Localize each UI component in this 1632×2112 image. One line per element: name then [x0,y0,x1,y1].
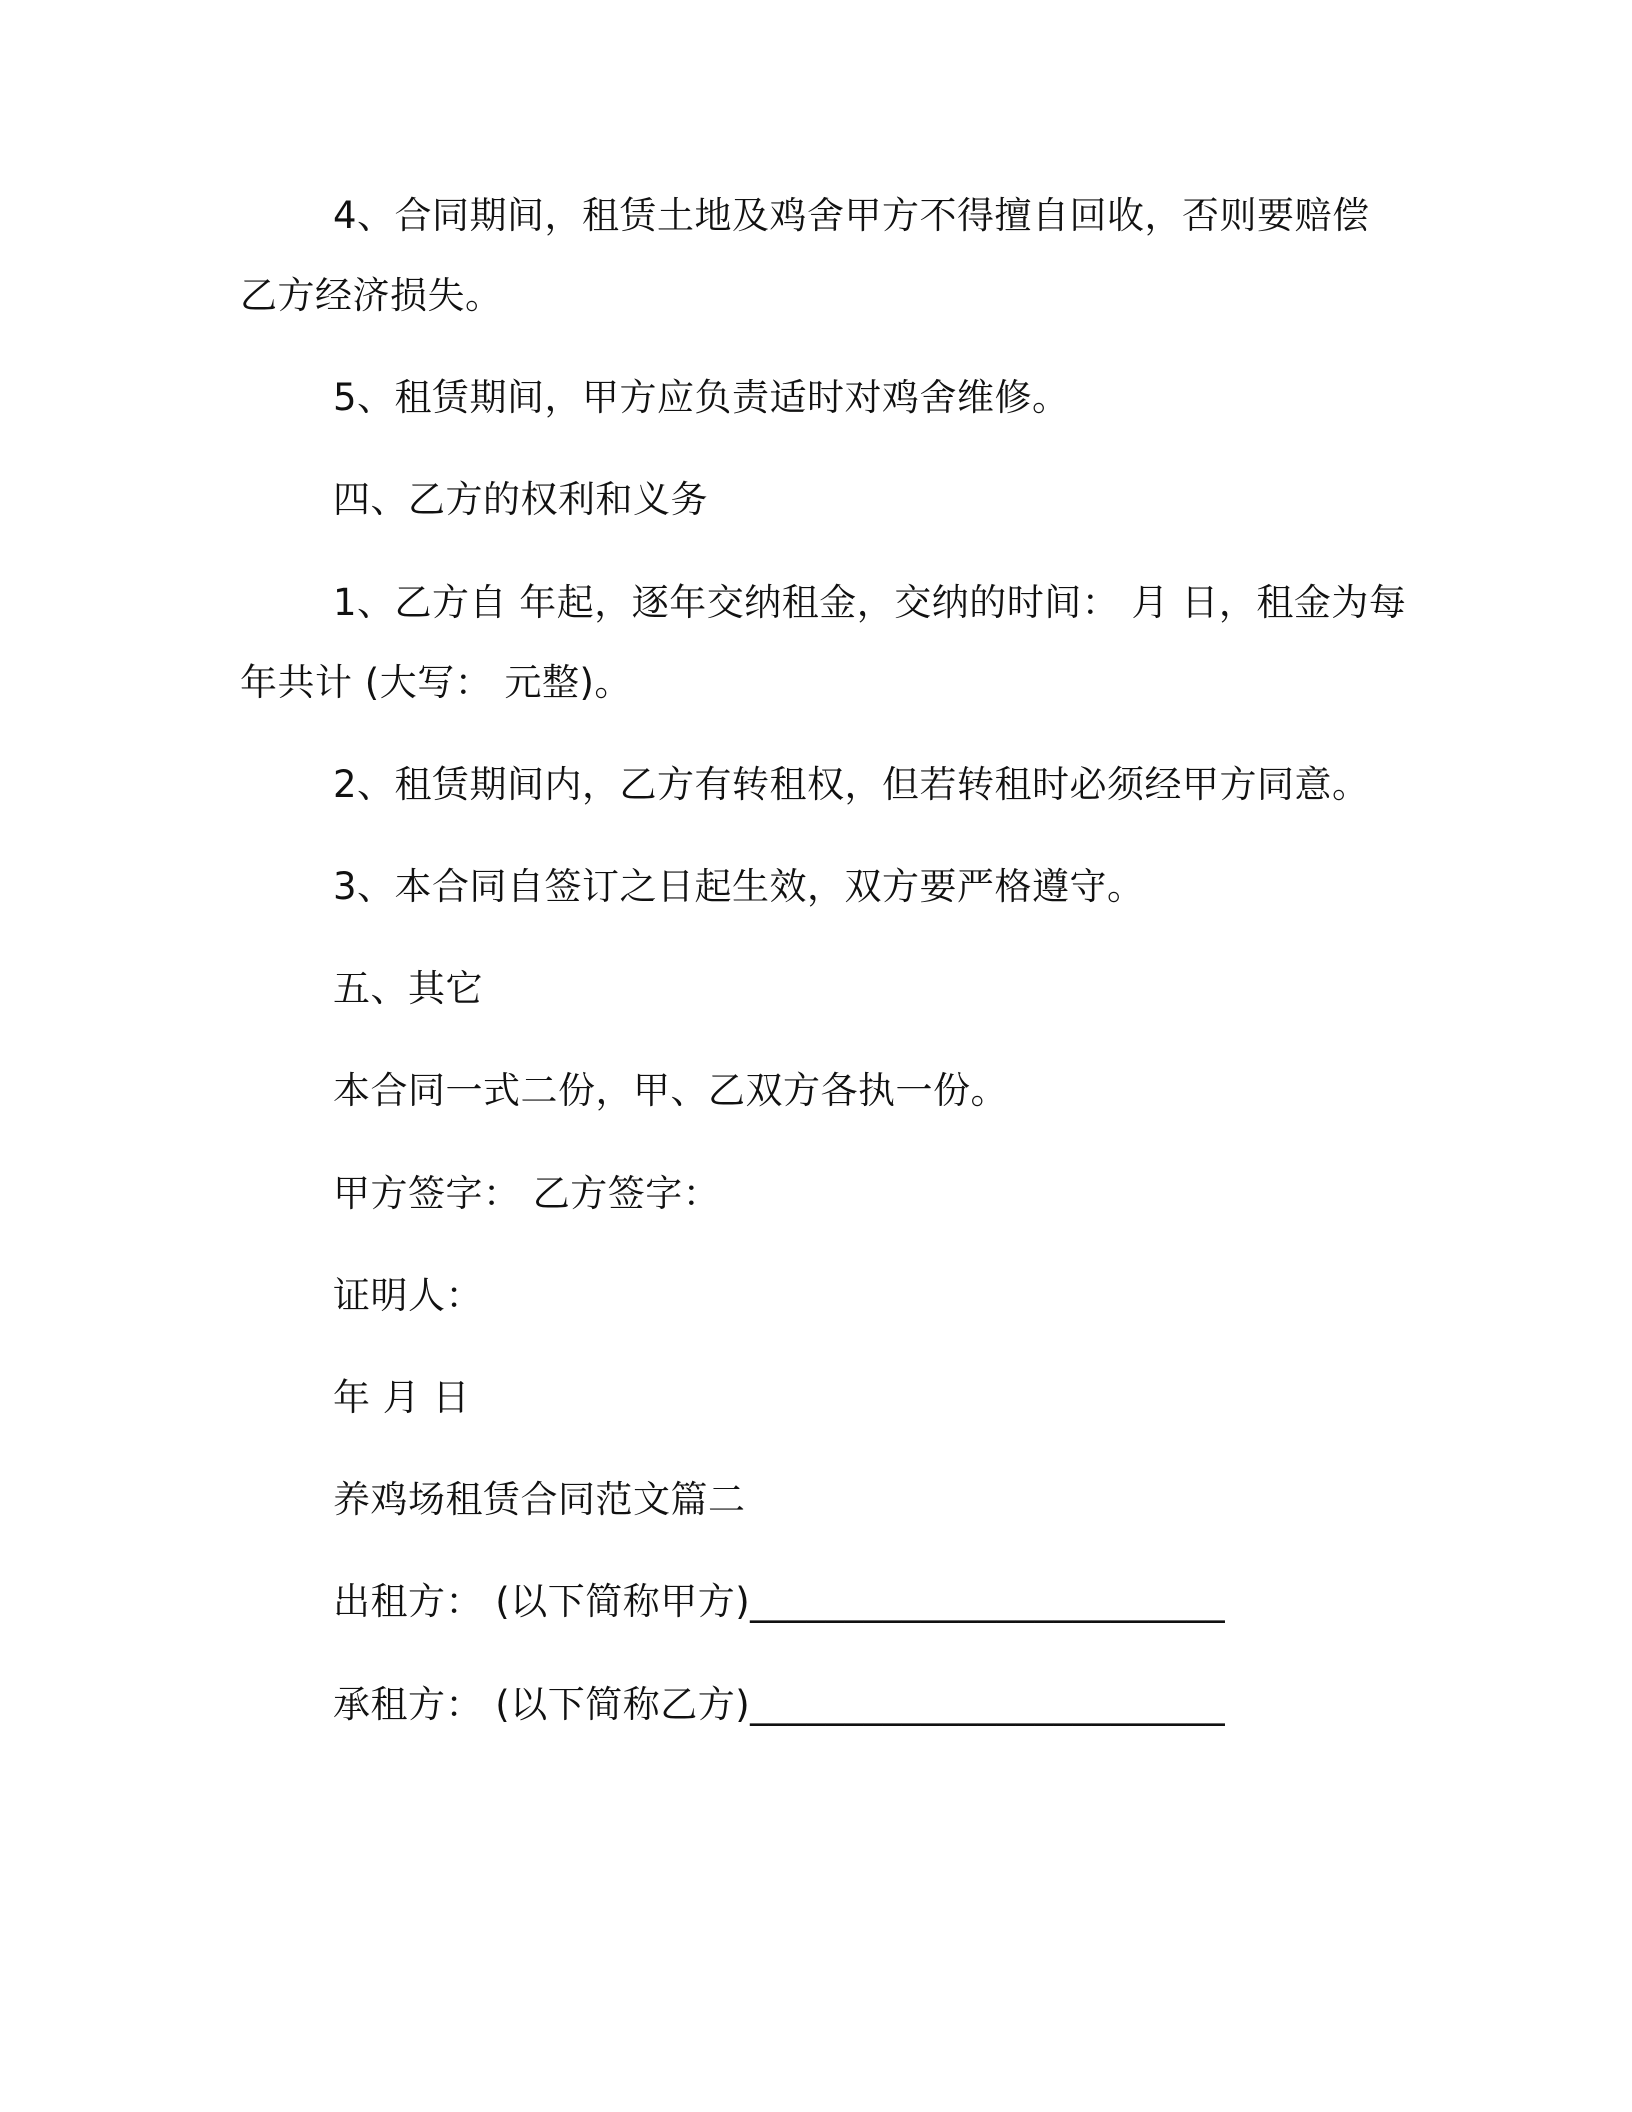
section-5-heading: 五、其它 [333,967,483,1010]
section-4-clause-1-line-1: 1、乙方自 年起，逐年交纳租金，交纳的时间： 月 日，租金为每 [333,581,1407,624]
clause-4-line-2: 乙方经济损失。 [240,274,503,317]
section-title-part-two: 养鸡场租赁合同范文篇二 [333,1478,746,1521]
date-line: 年 月 日 [333,1376,471,1419]
lessor-line: 出租方： (以下简称甲方)_________________________ [333,1580,1226,1623]
copies-statement: 本合同一式二份，甲、乙双方各执一份。 [333,1069,1008,1112]
lessee-line: 承租方： (以下简称乙方)_________________________ [333,1683,1226,1726]
section-4-clause-1-line-2: 年共计 (大写： 元整)。 [240,661,632,704]
section-4-clause-2: 2、租赁期间内，乙方有转租权，但若转租时必须经甲方同意。 [333,763,1370,806]
section-4-heading: 四、乙方的权利和义务 [333,478,708,521]
clause-5: 5、租赁期间，甲方应负责适时对鸡舍维修。 [333,376,1070,419]
witness-line: 证明人： [333,1274,483,1317]
signature-line: 甲方签字： 乙方签字： [333,1172,721,1215]
clause-4-line-1: 4、合同期间，租赁土地及鸡舍甲方不得擅自回收，否则要赔偿 [333,194,1370,237]
section-4-clause-3: 3、本合同自签订之日起生效，双方要严格遵守。 [333,865,1145,908]
